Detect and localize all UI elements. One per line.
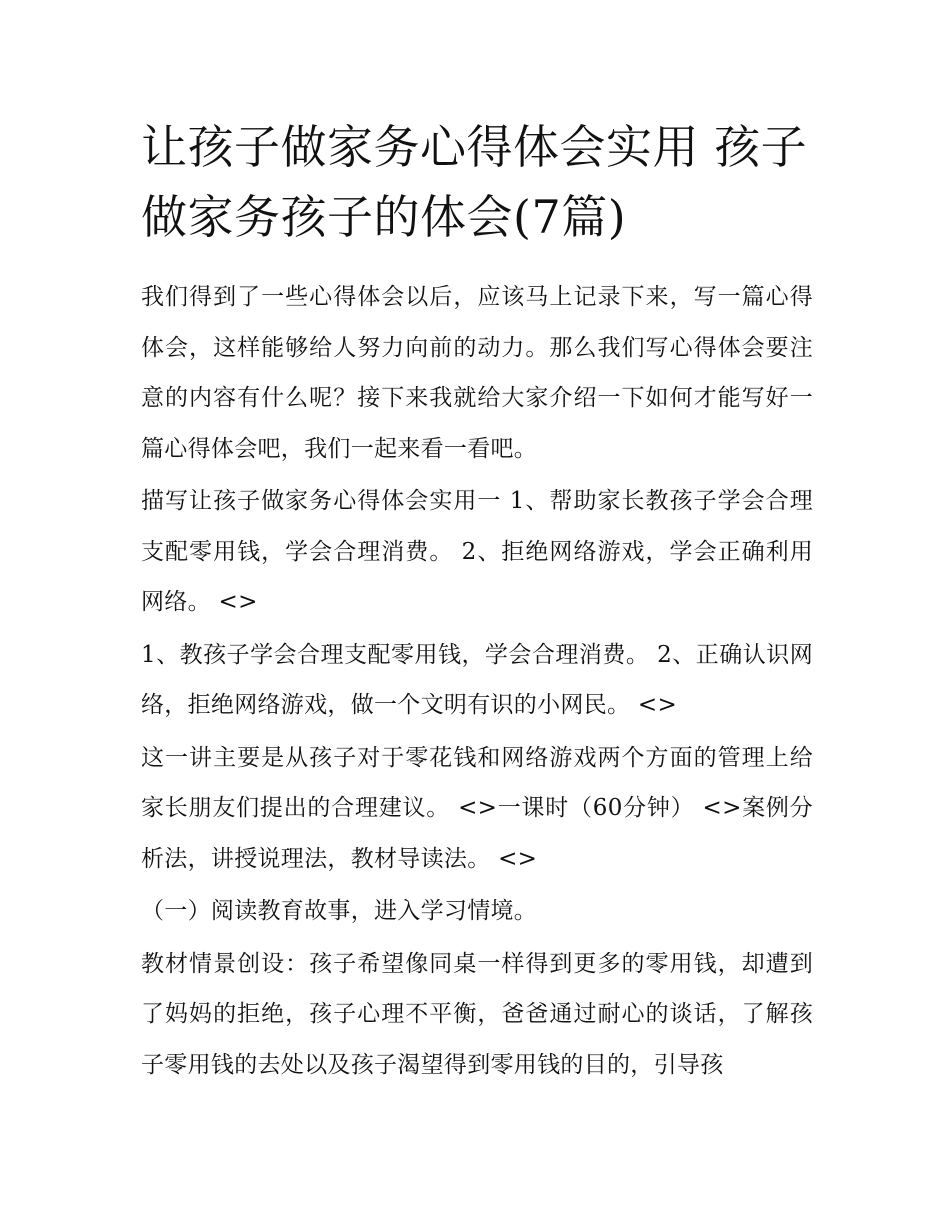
paragraph-section-heading: （一）阅读教育故事，进入学习情境。: [141, 898, 538, 924]
paragraph-overview: 这一讲主要是从孩子对于零花钱和网络游戏两个方面的管理上给家长朋友们提出的合理建议。 <>一课时（60分钟） <>案例分析法，讲授说理法，教材导读法。 <>: [141, 744, 813, 872]
paragraph-objectives: 1、教孩子学会合理支配零用钱，学会合理消费。 2、正确认识网络，拒绝网络游戏，做一个文明有识的小网民。 <>: [141, 641, 813, 718]
paragraph-intro: 我们得到了一些心得体会以后，应该马上记录下来，写一篇心得体会，这样能够给人努力向前的动力。那么我们写心得体会要注意的内容有什么呢？接下来我就给大家介绍一下如何才能写好一篇心得体会吧，我们一起来看一看吧。: [141, 284, 813, 462]
document-title: 让孩子做家务心得体会实用 孩子做家务孩子的体会(7篇): [141, 120, 808, 244]
document-body: [141, 112, 813, 1092]
paragraph-scenario: 教材情景创设：孩子希望像同桌一样得到更多的零用钱，却遭到了妈妈的拒绝，孩子心理不平衡，爸爸通过耐心的谈话，了解孩子零用钱的去处以及孩子渴望得到零用钱的目的，引导孩: [141, 950, 813, 1078]
paragraph-goals: 描写让孩子做家务心得体会实用一 1、帮助家长教孩子学会合理支配零用钱，学会合理消费。 2、拒绝网络游戏，学会正确利用网络。 <>: [141, 488, 813, 615]
